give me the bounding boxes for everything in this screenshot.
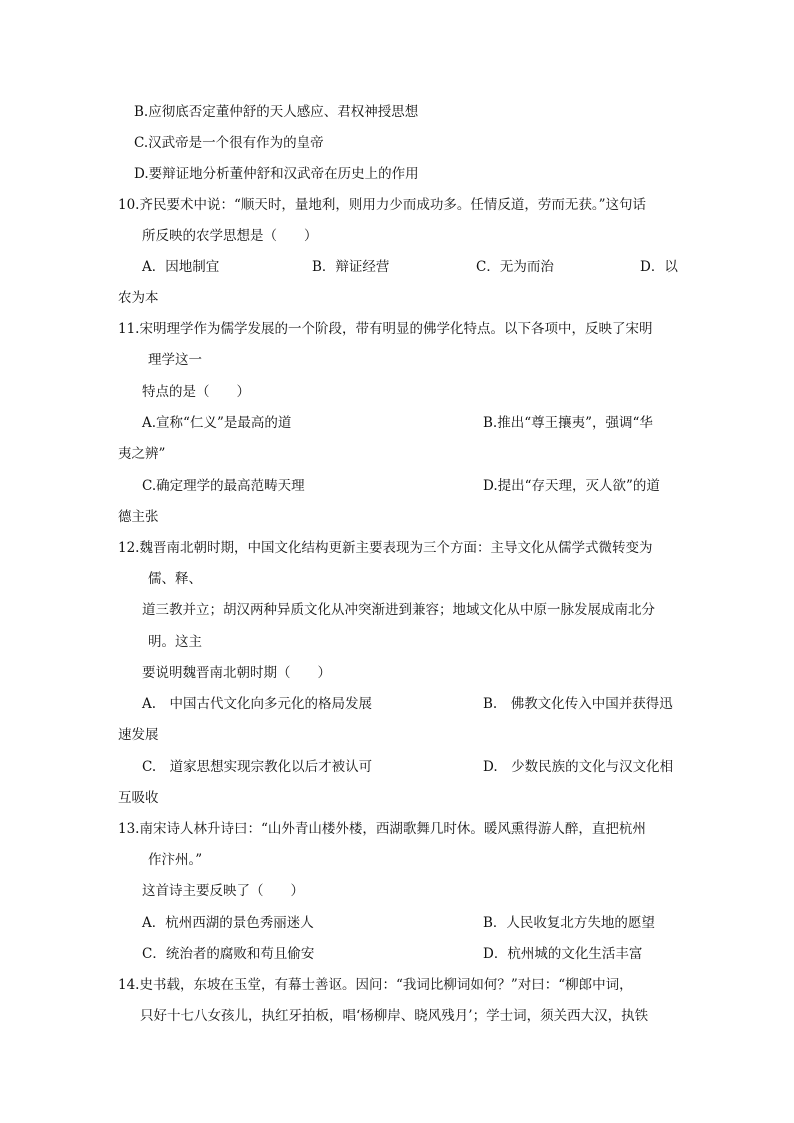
question-10-option-b: B．辩证经营 <box>312 259 390 275</box>
question-10-option-d-cont: 农为本 <box>118 290 159 306</box>
question-11-option-d: D.提出“存天理，灭人欲”的道 <box>483 478 660 494</box>
question-13-option-d: D．杭州城的文化生活丰富 <box>483 946 643 962</box>
question-12-stem: 12.魏晋南北朝时期，中国文化结构更新主要表现为三个方面：主导文化从儒学式微转变为 <box>118 540 653 556</box>
question-12-option-c: C. 道家思想实现宗教化以后才被认可 <box>142 759 373 775</box>
question-13-stem-cont: 作汴州。” <box>148 852 203 868</box>
question-10-stem: 10.齐民要术中说：“顺天时，量地利，则用力少而成功多。任情反道，劳而无获。”这句话 <box>118 197 647 213</box>
question-12-option-b: B. 佛教文化传入中国并获得迅 <box>483 696 673 712</box>
question-12-option-d: D. 少数民族的文化与汉文化相 <box>483 759 674 775</box>
question-12-stem-cont3: 明。这主 <box>148 634 202 650</box>
question-13-option-c: C．统治者的腐败和苟且偷安 <box>142 946 315 962</box>
question-13-option-a: A．杭州西湖的景色秀丽迷人 <box>142 915 314 931</box>
question-12-option-d-cont: 互吸收 <box>118 790 159 806</box>
question-11-stem-cont: 理学这一 <box>148 352 202 368</box>
question-13-stem-cont2: 这首诗主要反映了（ ） <box>142 883 304 899</box>
question-11-option-c: C.确定理学的最高范畴天理 <box>142 478 305 494</box>
question-11-option-b-cont: 夷之辨” <box>118 446 166 462</box>
question-12-option-a: A. 中国古代文化向多元化的格局发展 <box>142 696 373 712</box>
question-10-option-d: D．以 <box>640 259 678 275</box>
question-12-stem-cont4: 要说明魏晋南北朝时期（ ） <box>142 665 331 681</box>
question-11-stem-cont2: 特点的是（ ） <box>142 384 250 400</box>
question-11-option-d-cont: 德主张 <box>118 509 159 525</box>
question-11-stem: 11.宋明理学作为儒学发展的一个阶段，带有明显的佛学化特点。以下各项中，反映了宋明 <box>118 321 653 337</box>
option-c-line: C.汉武帝是一个很有作为的皇帝 <box>134 135 324 151</box>
question-13-stem: 13.南宋诗人林升诗曰：“山外青山楼外楼，西湖歌舞几时休。暖风熏得游人醉，直把杭州 <box>118 821 646 837</box>
question-10-stem-cont: 所反映的农学思想是（ ） <box>142 228 318 244</box>
question-14-stem: 14.史书载，东坡在玉堂，有幕士善讴。因问：“我词比柳词如何？”对曰：“柳郎中词， <box>118 977 633 993</box>
question-11-option-b: B.推出“尊王攘夷”，强调“华 <box>483 415 653 431</box>
question-12-stem-cont: 儒、释、 <box>148 571 202 587</box>
question-13-option-b: B．人民收复北方失地的愿望 <box>483 915 655 931</box>
question-12-option-b-cont: 速发展 <box>118 727 159 743</box>
question-14-stem-cont: 只好十七八女孩儿，执红牙拍板，唱‘杨柳岸、晓风残月’；学士词，须关西大汉，执铁 <box>140 1008 649 1024</box>
option-d-line: D.要辩证地分析董仲舒和汉武帝在历史上的作用 <box>134 166 419 182</box>
question-10-option-a: A．因地制宜 <box>142 259 220 275</box>
question-10-option-c: C．无为而治 <box>476 259 554 275</box>
question-12-stem-cont2: 道三教并立；胡汉两种异质文化从冲突渐进到兼容；地域文化从中原一脉发展成南北分 <box>142 602 655 618</box>
option-b-line: B.应彻底否定董仲舒的天人感应、君权神授思想 <box>134 104 419 120</box>
question-11-option-a: A.宣称“仁义”是最高的道 <box>142 415 292 431</box>
